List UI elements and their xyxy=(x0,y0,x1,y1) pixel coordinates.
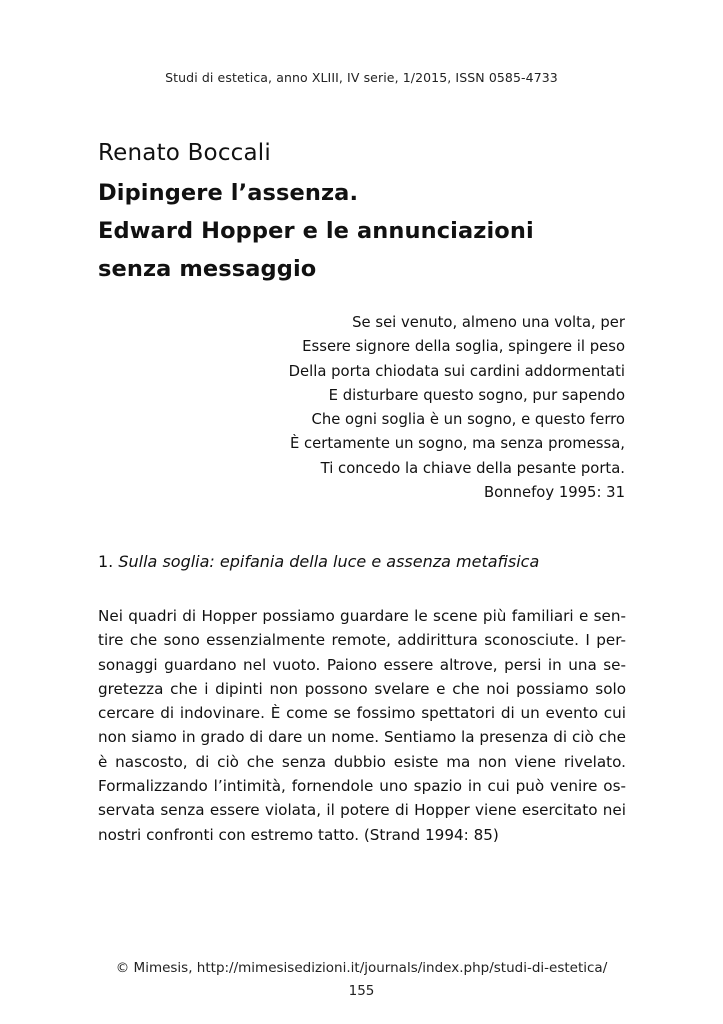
epigraph-citation: Bonnefoy 1995: 31 xyxy=(484,484,625,502)
body-line: non siamo in grado di dare un nome. Sentiamo la presenza di ciò che xyxy=(98,728,626,747)
body-paragraph xyxy=(98,604,626,847)
body-line: cercare di indovinare. È come se fossimo spettatori di un evento cui xyxy=(98,704,626,723)
body-line: è nascosto, di ciò che senza dubbio esiste ma non viene rivelato. xyxy=(98,752,626,771)
body-line: nostri confronti con estremo tatto. (Strand 1994: 85) xyxy=(98,825,499,844)
epigraph-line: È certamente un sogno, ma senza promessa, xyxy=(289,435,625,453)
body-line: tire che sono essenzialmente remote, addirittura sconosciute. I per- xyxy=(98,631,626,650)
article-author: Renato Boccali xyxy=(98,140,271,166)
body-line: Nei quadri di Hopper possiamo guardare le scene più familiari e sen- xyxy=(98,607,626,625)
epigraph-line: Che ogni soglia è un sogno, e questo ferro xyxy=(311,411,625,429)
epigraph-line: Essere signore della soglia, spingere il peso xyxy=(302,338,625,356)
section-heading xyxy=(98,552,539,571)
page-number: 155 xyxy=(348,983,375,999)
section-number: 1. xyxy=(98,552,114,571)
body-line: Formalizzando l’intimità, fornendole uno spazio in cui può venire os- xyxy=(98,777,626,796)
title-line: senza messaggio xyxy=(98,256,317,282)
epigraph-line: Della porta chiodata sui cardini addormentati xyxy=(288,362,625,380)
epigraph-line: Ti concedo la chiave della pesante porta. xyxy=(320,459,625,477)
body-line: gretezza che i dipinti non possono svelare e che noi possiamo solo xyxy=(98,679,626,698)
title-line: Dipingere l’assenza. xyxy=(98,180,359,206)
footer-copyright: © Mimesis, http://mimesisedizioni.it/journals/index.php/studi-di-estetica/ xyxy=(115,960,608,976)
running-head: Studi di estetica, anno XLIII, IV serie, 1/2015, ISSN 0585-4733 xyxy=(165,70,558,85)
epigraph-line: E disturbare questo sogno, pur sapendo xyxy=(328,386,625,404)
article-title xyxy=(98,174,658,288)
epigraph xyxy=(240,311,625,505)
title-line: Edward Hopper e le annunciazioni xyxy=(98,218,534,244)
body-line: servata senza essere violata, il potere di Hopper viene esercitato nei xyxy=(98,801,626,820)
section-title: Sulla soglia: epifania della luce e assenza metafisica xyxy=(118,552,540,571)
epigraph-line: Se sei venuto, almeno una volta, per xyxy=(352,314,625,331)
body-line: sonaggi guardano nel vuoto. Paiono essere altrove, persi in una se- xyxy=(98,655,626,674)
